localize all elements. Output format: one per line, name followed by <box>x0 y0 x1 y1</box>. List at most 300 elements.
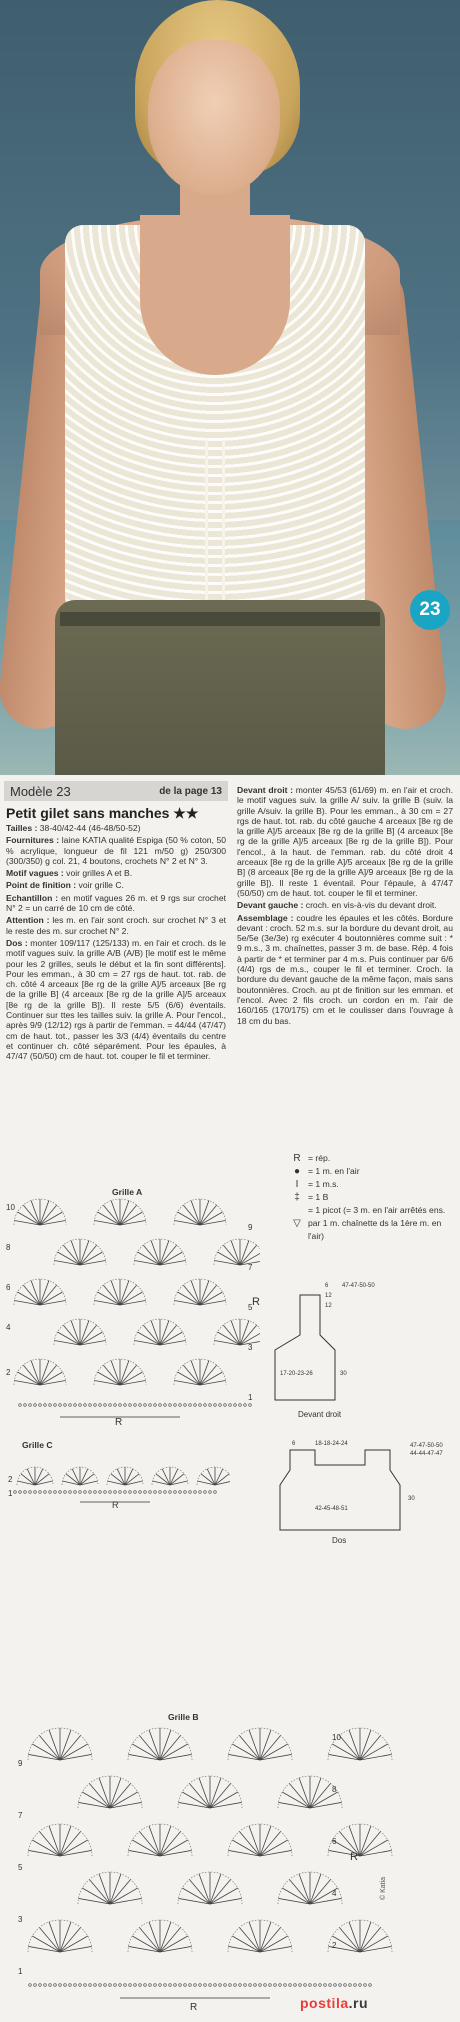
fan-stitch <box>40 1281 49 1305</box>
instruction-paragraph <box>6 893 226 914</box>
chain-stitch <box>14 1491 17 1494</box>
chain-stitch <box>239 1984 242 1987</box>
fan-stitch <box>103 1205 120 1225</box>
chain-stitch <box>94 1404 97 1407</box>
devant-measure: 12 <box>325 1293 332 1299</box>
chain-stitch <box>99 1984 102 1987</box>
fan-stitch <box>39 1831 60 1856</box>
grille-b-panel <box>0 1700 460 2022</box>
fan-stitch <box>199 1778 210 1808</box>
chain-stitch <box>19 1491 22 1494</box>
fan-stitch <box>60 1730 71 1760</box>
chain-stitch <box>224 1404 227 1407</box>
chain-stitch <box>214 1491 217 1494</box>
row-number: 1 <box>8 1489 13 1498</box>
page-reference: de la page 13 <box>159 785 222 797</box>
chain-stitch <box>349 1984 352 1987</box>
photo-face <box>148 40 280 195</box>
chain-stitch <box>159 1984 162 1987</box>
fan-stitch <box>120 1201 129 1225</box>
chain-stitch <box>74 1404 77 1407</box>
legend-item <box>290 1178 458 1191</box>
chain-stitch <box>54 1984 57 1987</box>
row-number: 8 <box>332 1785 337 1794</box>
chain-stitch <box>194 1404 197 1407</box>
fan-stitch <box>240 1245 257 1265</box>
fan-stitch <box>40 1285 57 1305</box>
chain-stitch <box>149 1404 152 1407</box>
fan-stitch <box>160 1927 181 1952</box>
chain-stitch <box>179 1984 182 1987</box>
row-number: 5 <box>248 1303 253 1312</box>
chain-stitch <box>369 1984 372 1987</box>
fan-stitch <box>110 1874 121 1904</box>
fan-stitch <box>103 1285 120 1305</box>
chain-stitch <box>354 1984 357 1987</box>
fan-stitch <box>31 1281 40 1305</box>
chain-stitch <box>59 1404 62 1407</box>
chain-stitch <box>49 1984 52 1987</box>
fan-stitch <box>360 1826 371 1856</box>
chain-stitch <box>44 1984 47 1987</box>
chain-stitch <box>179 1404 182 1407</box>
fan-stitch <box>60 1922 71 1952</box>
fan-stitch <box>120 1361 129 1385</box>
model-photo <box>0 0 460 775</box>
fan-stitch <box>39 1927 60 1952</box>
fan-stitch <box>49 1922 60 1952</box>
fan-stitch <box>60 1826 71 1856</box>
chain-stitch <box>329 1984 332 1987</box>
fan-stitch <box>40 1201 49 1225</box>
fan-stitch <box>49 1826 60 1856</box>
chain-stitch <box>114 1404 117 1407</box>
chain-stitch <box>359 1984 362 1987</box>
chain-stitch <box>309 1984 312 1987</box>
instruction-paragraph <box>6 823 226 833</box>
fan-stitch <box>191 1281 200 1305</box>
fan-stitch <box>27 1469 35 1485</box>
instruction-text: voir grille C. <box>76 880 124 891</box>
fan-stitch <box>143 1245 160 1265</box>
fan-stitch <box>260 1730 271 1760</box>
legend-text: = 1 B <box>308 1192 329 1202</box>
chain-stitch <box>159 1404 162 1407</box>
chain-stitch <box>24 1491 27 1494</box>
dos-measure: 18-18-24-24 <box>315 1441 348 1447</box>
fan-stitch <box>99 1874 110 1904</box>
chain-stitch <box>204 1984 207 1987</box>
fan-stitch <box>63 1245 80 1265</box>
row-number: 2 <box>332 1941 337 1950</box>
legend-symbol: I <box>295 1179 299 1190</box>
chain-stitch <box>129 1984 132 1987</box>
model-number-badge: 23 <box>410 590 450 630</box>
chain-stitch <box>29 1404 32 1407</box>
instruction-text: 38-40/42-44 (46-48/50-52) <box>37 823 141 833</box>
devant-side-measure: 47-47-50-50 <box>342 1283 375 1289</box>
chain-stitch <box>219 1404 222 1407</box>
instruction-text: en motif vagues 26 m. et 9 rgs sur crochet N° 2 = un carré de 10 cm de côté. <box>6 892 226 914</box>
fan-stitch <box>223 1325 240 1345</box>
chain-stitch <box>49 1491 52 1494</box>
fan-stitch <box>110 1879 131 1904</box>
repeat-label: R <box>252 1296 260 1308</box>
instructions-right-column <box>237 785 453 1028</box>
legend-text: = 1 m. en l'air <box>308 1166 360 1176</box>
fan-stitch <box>151 1321 160 1345</box>
fan-stitch <box>310 1783 331 1808</box>
fan-stitch <box>80 1321 89 1345</box>
chain-stitch <box>324 1984 327 1987</box>
fan-stitch <box>89 1879 110 1904</box>
fan-stitch <box>349 1730 360 1760</box>
fan-stitch <box>99 1778 110 1808</box>
chain-stitch <box>154 1984 157 1987</box>
fan-stitch <box>120 1205 137 1225</box>
instruction-label: Tailles : <box>6 823 38 833</box>
instruction-text: les m. en l'air sont croch. sur crochet N° 3 et le reste des m. sur crochet N° 2. <box>6 915 226 936</box>
chain-stitch <box>34 1984 37 1987</box>
chain-stitch <box>184 1491 187 1494</box>
instruction-paragraph <box>6 938 226 1062</box>
fan-stitch <box>289 1783 310 1808</box>
instruction-label: Motif vagues : <box>6 868 64 879</box>
photo-cord-tie <box>205 440 225 620</box>
chain-stitch <box>124 1984 127 1987</box>
chain-stitch <box>119 1984 122 1987</box>
chain-stitch <box>34 1404 37 1407</box>
dos-title: Dos <box>332 1536 347 1545</box>
instruction-text: croch. en vis-à-vis du devant droit. <box>303 900 437 911</box>
chain-stitch <box>104 1491 107 1494</box>
fan-stitch <box>117 1469 125 1485</box>
fan-stitch <box>160 1245 177 1265</box>
row-number: 5 <box>18 1863 23 1872</box>
fan-stitch <box>80 1241 89 1265</box>
chain-stitch <box>319 1984 322 1987</box>
fan-stitch <box>210 1783 231 1808</box>
devant-width: 17-20-23-26 <box>280 1371 313 1377</box>
chain-stitch <box>39 1984 42 1987</box>
repeat-label: R <box>112 1500 119 1510</box>
chain-stitch <box>184 1984 187 1987</box>
chain-stitch <box>139 1491 142 1494</box>
fan-stitch <box>200 1205 217 1225</box>
chain-stitch <box>219 1984 222 1987</box>
fan-stitch <box>260 1922 271 1952</box>
chain-stitch <box>134 1404 137 1407</box>
grille-b-diagram <box>0 1720 460 2020</box>
devant-title: Devant droit <box>298 1410 342 1419</box>
dos-side-measure: 47-47-50-50 <box>410 1443 443 1449</box>
fan-stitch <box>151 1241 160 1265</box>
fan-stitch <box>149 1826 160 1856</box>
chain-stitch <box>139 1404 142 1407</box>
chain-stitch <box>164 1404 167 1407</box>
chain-stitch <box>64 1491 67 1494</box>
fan-stitch <box>200 1281 209 1305</box>
chain-stitch <box>364 1984 367 1987</box>
chain-stitch <box>174 1984 177 1987</box>
chain-stitch <box>164 1984 167 1987</box>
fan-stitch <box>299 1778 310 1808</box>
chain-stitch <box>299 1984 302 1987</box>
chain-stitch <box>314 1984 317 1987</box>
chain-stitch <box>169 1404 172 1407</box>
instruction-label: Attention : <box>6 915 50 926</box>
grille-a-diagram <box>0 1185 260 1425</box>
fan-stitch <box>71 1241 80 1265</box>
chain-stitch <box>109 1984 112 1987</box>
fan-stitch <box>210 1778 221 1808</box>
chain-stitch <box>234 1404 237 1407</box>
row-number: 3 <box>18 1915 23 1924</box>
chain-stitch <box>64 1404 67 1407</box>
chain-stitch <box>244 1984 247 1987</box>
chain-stitch <box>119 1491 122 1494</box>
chain-stitch <box>99 1491 102 1494</box>
chain-stitch <box>274 1984 277 1987</box>
chain-stitch <box>94 1491 97 1494</box>
fan-stitch <box>183 1205 200 1225</box>
fan-stitch <box>40 1361 49 1385</box>
chain-stitch <box>29 1984 32 1987</box>
instruction-label: Assemblage : <box>237 912 294 923</box>
fan-stitch <box>360 1922 371 1952</box>
instruction-paragraph <box>6 915 226 936</box>
chain-stitch <box>29 1491 32 1494</box>
chain-stitch <box>109 1404 112 1407</box>
grille-b-label: Grille B <box>168 1712 199 1722</box>
grille-c-diagram <box>0 1450 230 1510</box>
chain-stitch <box>304 1984 307 1987</box>
chain-stitch <box>39 1491 42 1494</box>
fan-stitch <box>310 1874 321 1904</box>
fan-stitch <box>200 1201 209 1225</box>
chain-stitch <box>89 1404 92 1407</box>
chain-stitch <box>74 1491 77 1494</box>
chain-stitch <box>189 1491 192 1494</box>
chain-stitch <box>84 1984 87 1987</box>
chain-stitch <box>344 1984 347 1987</box>
chain-stitch <box>134 1491 137 1494</box>
chain-stitch <box>104 1984 107 1987</box>
legend-item <box>290 1204 458 1243</box>
row-number: 2 <box>6 1368 11 1377</box>
fan-stitch <box>360 1735 381 1760</box>
chain-stitch <box>239 1404 242 1407</box>
chain-stitch <box>259 1984 262 1987</box>
row-number: 4 <box>6 1323 11 1332</box>
fan-stitch <box>239 1927 260 1952</box>
fan-stitch <box>249 1922 260 1952</box>
instruction-text: monter 109/117 (125/133) m. en l'air et croch. ds le motif vagues suiv. la grille A/B (A/B) [le motif est le même pour les 2 grilles, seuls le début et la fin sont différents]. Pour les emman., à 30 cm = 27 rgs de haut. tot. rab. de ch. côté 4 arceaux [8e rg de la grille A]/5 arceaux [8e rg de la grille B] (4 arceaux [8e rg de la grille A]/5 arceaux [8e rg de la grille B]). Il reste 5/5 (6/6) éventails. Continuer sur ttes les tailles suiv. la grille A. Pour l'encol., après 9/9 (12/12) rgs à partir de l'emman. = 44/44 (47/47) cm de haut. tot., passer les 3/3 (4/4) éventails du centre et continuer ch. côté séparément. Pour les épaules, à 47/47 (50/50) cm de haut. tot. couper le fil et terminer. <box>6 937 226 1062</box>
chain-stitch <box>249 1984 252 1987</box>
chain-stitch <box>264 1984 267 1987</box>
chain-stitch <box>79 1984 82 1987</box>
fan-stitch <box>191 1361 200 1385</box>
row-number: 6 <box>6 1283 11 1292</box>
fan-stitch <box>160 1831 181 1856</box>
chain-stitch <box>109 1491 112 1494</box>
fan-stitch <box>160 1325 177 1345</box>
chain-stitch <box>189 1984 192 1987</box>
fan-stitch <box>349 1922 360 1952</box>
fan-stitch <box>39 1735 60 1760</box>
chain-stitch <box>124 1491 127 1494</box>
fan-stitch <box>200 1365 217 1385</box>
fan-stitch <box>360 1927 381 1952</box>
fan-stitch <box>240 1321 249 1345</box>
fan-stitch <box>160 1735 181 1760</box>
chain-stitch <box>114 1984 117 1987</box>
fan-stitch <box>189 1879 210 1904</box>
fan-stitch <box>139 1735 160 1760</box>
chain-stitch <box>249 1404 252 1407</box>
fan-stitch <box>260 1826 271 1856</box>
repeat-label: R <box>115 1417 123 1425</box>
chain-stitch <box>24 1404 27 1407</box>
chain-stitch <box>84 1491 87 1494</box>
fan-stitch <box>239 1831 260 1856</box>
legend-item <box>290 1191 458 1204</box>
fan-stitch <box>200 1361 209 1385</box>
fan-stitch <box>207 1469 215 1485</box>
row-number: 8 <box>6 1243 11 1252</box>
chain-stitch <box>69 1491 72 1494</box>
chain-stitch <box>174 1404 177 1407</box>
fan-stitch <box>339 1735 360 1760</box>
chain-stitch <box>54 1404 57 1407</box>
chain-stitch <box>139 1984 142 1987</box>
fan-stitch <box>210 1879 231 1904</box>
fan-stitch <box>23 1205 40 1225</box>
fan-stitch <box>89 1783 110 1808</box>
chain-stitch <box>79 1404 82 1407</box>
fan-stitch <box>60 1831 81 1856</box>
grille-a-label: Grille A <box>112 1187 143 1197</box>
chain-stitch <box>209 1491 212 1494</box>
chain-stitch <box>194 1984 197 1987</box>
fan-stitch <box>249 1826 260 1856</box>
chain-stitch <box>149 1984 152 1987</box>
chain-stitch <box>144 1404 147 1407</box>
chain-stitch <box>234 1984 237 1987</box>
chain-stitch <box>114 1491 117 1494</box>
fan-stitch <box>310 1778 321 1808</box>
fan-stitch <box>40 1365 57 1385</box>
grille-c-label: Grille C <box>22 1440 53 1450</box>
chain-stitch <box>199 1491 202 1494</box>
repeat-label: R <box>190 2002 198 2013</box>
dos-side-measure: 44-44-47-47 <box>410 1451 443 1457</box>
fan-stitch <box>120 1365 137 1385</box>
chain-stitch <box>59 1984 62 1987</box>
fan-stitch <box>111 1201 120 1225</box>
fan-stitch <box>60 1735 81 1760</box>
row-number: 1 <box>248 1393 253 1402</box>
instruction-label: Devant droit : <box>237 785 294 795</box>
row-number: 10 <box>6 1203 15 1212</box>
chain-stitch <box>129 1491 132 1494</box>
chain-stitch <box>199 1404 202 1407</box>
fan-stitch <box>110 1778 121 1808</box>
fan-stitch <box>240 1241 249 1265</box>
chain-stitch <box>284 1984 287 1987</box>
chain-stitch <box>69 1404 72 1407</box>
watermark-part-1: postila <box>300 1995 349 2011</box>
legend-symbol: ‡ <box>294 1192 300 1203</box>
chain-stitch <box>39 1404 42 1407</box>
chain-stitch <box>34 1491 37 1494</box>
fan-stitch <box>60 1927 81 1952</box>
dos-height: 30 <box>408 1496 415 1502</box>
stitch-legend <box>290 1152 458 1243</box>
fan-stitch <box>189 1783 210 1808</box>
fan-stitch <box>149 1922 160 1952</box>
devant-outline <box>275 1295 335 1400</box>
fan-stitch <box>231 1321 240 1345</box>
instruction-text: monter 45/53 (61/69) m. en l'air et croch. le motif vagues suiv. la grille A/ suiv. la grille B (suiv. la grille A/suiv. la grille B). Pour les emman., à 30 cm = 27 rgs de haut. tot. rab. du côté gauche 4 arceaux [8e rg de la grille A]/5 arceaux [8e rg de la grille B] (4 arceaux [8e rg de la grille A]/5 arceaux [8e rg de la grille B]). Pour l'encol., à la haut. de l'emman. rab. du côté droit 4 arceaux [8e rg de la grille A]/5 arceaux [8e rg de la grille B] (8 arceaux [8e rg de la grille A]/9 arceaux [8e rg de la grille B]). Il reste 1 éventail. Pour l'épaule, à 47/47 (50/50) cm de haut. tot. couper le fil et terminer. <box>237 785 454 898</box>
instruction-label: Point de finition : <box>6 880 77 891</box>
chain-stitch <box>124 1404 127 1407</box>
fan-stitch <box>35 1469 43 1485</box>
chain-stitch <box>129 1404 132 1407</box>
chain-stitch <box>74 1984 77 1987</box>
chain-stitch <box>209 1404 212 1407</box>
fan-stitch <box>110 1783 131 1808</box>
fan-stitch <box>72 1469 80 1485</box>
model-header-bar <box>4 781 228 801</box>
instruction-text: coudre les épaules et les côtés. Bordure devant : croch. 52 m.s. sur la bordure du devant droit, au 5e/5e (3e/3e) rg exécuter 4 boutonnières comme suit : * 9 m.s., 3 m. chaînettes, passer 3 m. de base. Rép. 4 fois à partir de * et terminer par 4 m.s. Puis continuer par 6/6 (4/4) rgs de m.s., couper le fil et terminer. Croch. la bordure du devant gauche de la même façon, mais sans boutonnières. Croch. au pt de finition sur les emman. et l'encol. Avec 2 fils croch. un cordon en m. l'air de 160/165 (170/175) cm et le coulisser dans l'ouvrage à 18 cm du bas. <box>237 912 453 1026</box>
fan-stitch <box>215 1469 223 1485</box>
chain-stitch <box>89 1491 92 1494</box>
chain-stitch <box>199 1984 202 1987</box>
fan-stitch <box>80 1469 88 1485</box>
instruction-paragraph <box>6 835 226 866</box>
legend-text: = 1 picot (= 3 m. en l'air arrêtés ens. par 1 m. chaînette ds la 1ère m. en l'air) <box>308 1205 446 1241</box>
chain-stitch <box>164 1491 167 1494</box>
article-title: Petit gilet sans manches ★★ <box>6 805 199 821</box>
fan-stitch <box>231 1241 240 1265</box>
instruction-label: Dos : <box>6 937 28 948</box>
chain-stitch <box>134 1984 137 1987</box>
fan-stitch <box>160 1321 169 1345</box>
legend-symbol: ▽ <box>293 1218 301 1229</box>
repeat-label: R <box>350 1851 358 1863</box>
chain-stitch <box>174 1491 177 1494</box>
chain-stitch <box>294 1984 297 1987</box>
fan-stitch <box>120 1285 137 1305</box>
row-number: 10 <box>332 1733 341 1742</box>
fan-stitch <box>360 1831 381 1856</box>
chain-stitch <box>224 1984 227 1987</box>
chain-stitch <box>144 1491 147 1494</box>
fan-stitch <box>260 1927 281 1952</box>
fan-stitch <box>49 1730 60 1760</box>
instruction-text: voir grilles A et B. <box>63 868 133 879</box>
chain-stitch <box>149 1491 152 1494</box>
fan-stitch <box>139 1927 160 1952</box>
fan-stitch <box>183 1285 200 1305</box>
chain-stitch <box>334 1984 337 1987</box>
chain-stitch <box>44 1404 47 1407</box>
chain-stitch <box>339 1984 342 1987</box>
instruction-paragraph <box>237 913 453 1026</box>
fan-stitch <box>183 1365 200 1385</box>
instructions-left-column <box>6 823 226 1064</box>
